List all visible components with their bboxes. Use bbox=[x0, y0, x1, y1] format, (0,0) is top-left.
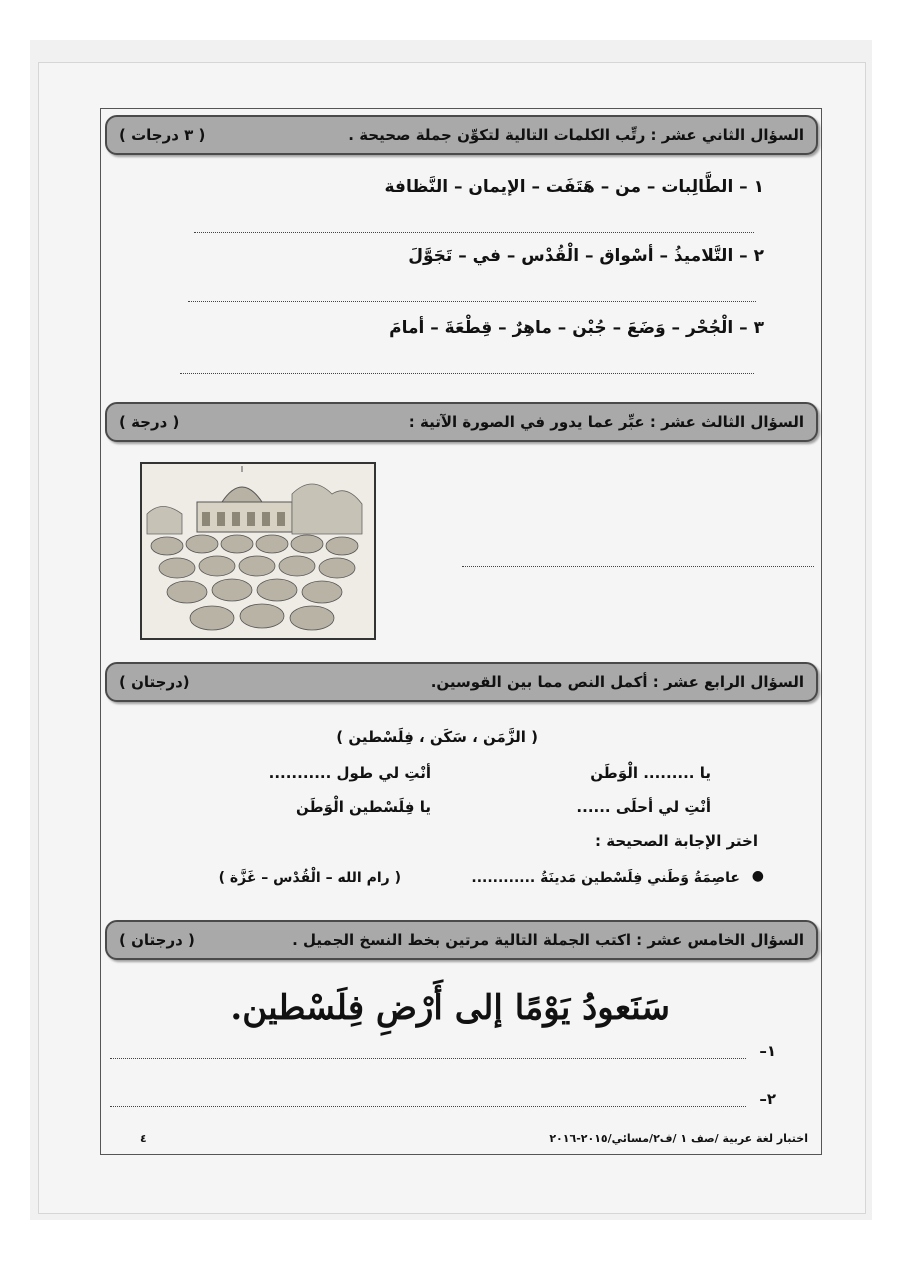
question-12-item-3: ٣ – الْجُحْر – وَضَعَ – جُبْن – ماهِرٌ – قِطْعَةَ – أمامَ bbox=[389, 318, 764, 338]
question-12-title: السؤال الثاني عشر : رتِّب الكلمات التالية لتكوِّن جملة صحيحة . bbox=[348, 126, 804, 144]
question-12-marks: ( ٣ درجات ) bbox=[119, 126, 206, 144]
poem-line-1-left: أنْتِ لي طول ........... bbox=[268, 764, 431, 782]
question-15-marks: ( درجتان ) bbox=[119, 931, 195, 949]
poem-line-2-left: يا فِلَسْطين الْوَطَن bbox=[296, 798, 431, 816]
prayer-image bbox=[140, 462, 376, 640]
bullet-options: ( رام الله – الْقُدْس – غَزَّة ) bbox=[218, 870, 401, 886]
question-14-title: السؤال الرابع عشر : أكمل النص مما بين القوسين. bbox=[430, 673, 804, 691]
copy-line-1 bbox=[110, 1058, 746, 1059]
question-12-header bbox=[105, 115, 818, 155]
choose-label: اختر الإجابة الصحيحة : bbox=[595, 832, 758, 850]
word-choices: ( الزَّمَن ، سَكَن ، فِلَسْطين ) bbox=[336, 728, 538, 746]
mosque-sketch bbox=[142, 464, 374, 638]
question-14-header bbox=[105, 662, 818, 702]
question-13-header bbox=[105, 402, 818, 442]
bullet-icon: ● bbox=[751, 868, 764, 884]
footer-text: اختبار لغة عربية /صف ١ /ف٢/مسائي/٢٠١٥-٢٠١٦ bbox=[549, 1132, 808, 1145]
poem-line-1-right: يا ......... الْوَطَن bbox=[590, 764, 711, 782]
poem-line-2-right: أنْتِ لي أحلَى ...... bbox=[576, 798, 711, 816]
question-15-header bbox=[105, 920, 818, 960]
question-12-item-2: ٢ – التَّلاميذُ – أسْواق – الْقُدْس – في – تَجَوَّلَ bbox=[408, 246, 764, 266]
copy-line-2-label: ٢– bbox=[759, 1090, 776, 1108]
answer-line bbox=[194, 232, 754, 233]
question-12-item-1: ١ – الطَّالِبات – من – هَتَفَت – الإيمان – النَّظافة bbox=[384, 177, 764, 197]
copy-line-1-label: ١– bbox=[759, 1042, 776, 1060]
answer-line bbox=[188, 301, 756, 302]
answer-line bbox=[180, 373, 754, 374]
question-13-marks: ( درجة ) bbox=[119, 413, 180, 431]
question-14-marks: (درجتان ) bbox=[119, 673, 190, 691]
page-number: ٤ bbox=[140, 1132, 147, 1145]
model-sentence: سَنَعودُ يَوْمًا إلى أَرْضِ فِلَسْطين. bbox=[230, 988, 670, 1028]
copy-line-2 bbox=[110, 1106, 746, 1107]
answer-line bbox=[462, 566, 814, 567]
question-13-title: السؤال الثالث عشر : عبِّر عما يدور في الصورة الآتية : bbox=[408, 413, 804, 431]
question-15-title: السؤال الخامس عشر : اكتب الجملة التالية مرتين بخط النسخ الجميل . bbox=[292, 931, 804, 949]
bullet-question: عاصِمَةُ وَطَني فِلَسْطين مَدينَةُ ............ bbox=[471, 870, 740, 886]
